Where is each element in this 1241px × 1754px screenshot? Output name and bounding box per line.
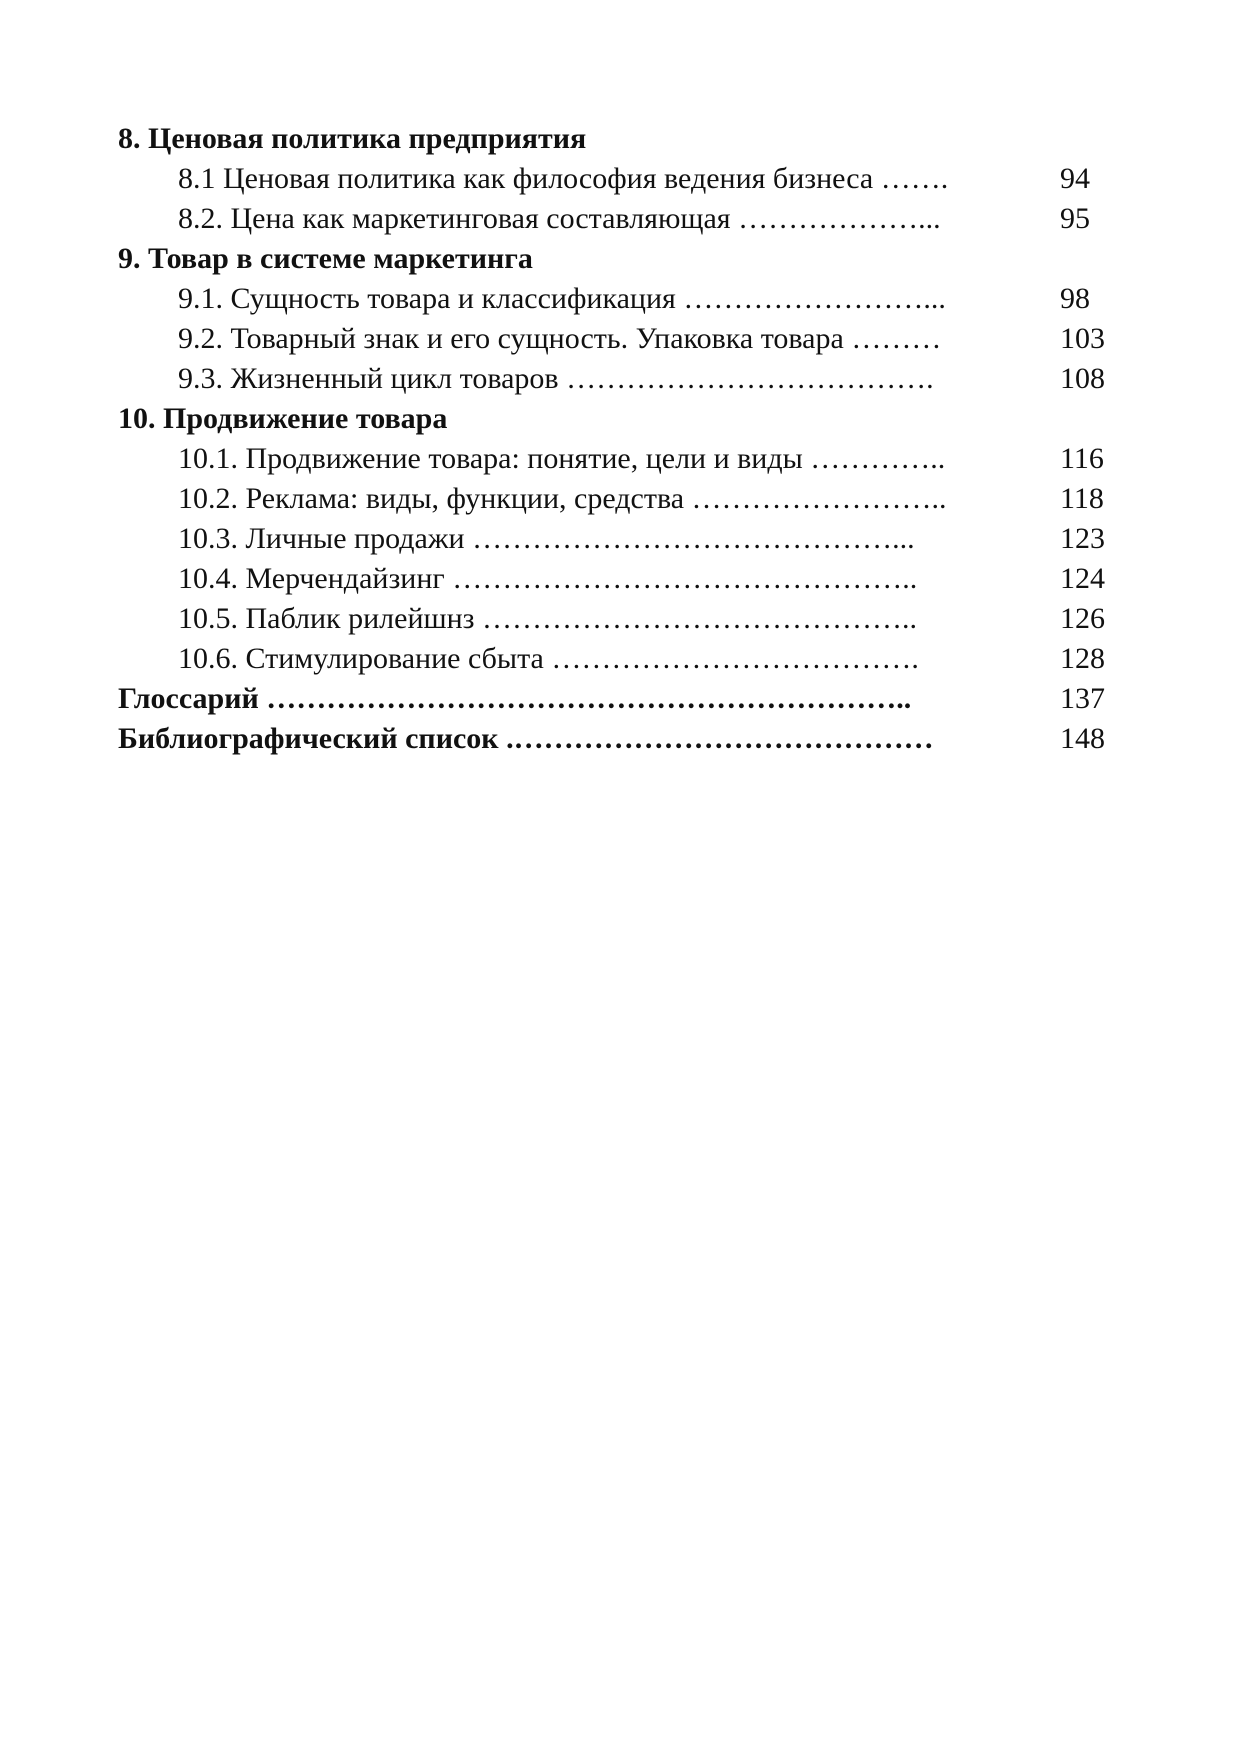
toc-entry [118,519,1118,559]
chapter-heading-8 [118,119,1118,159]
toc-entry-text: 10.4. Мерчендайзинг ……………………………………….. [178,562,918,595]
toc-entry-page: 94 [1060,162,1090,195]
toc-entry-page: 128 [1060,642,1105,675]
toc-entry-page: 137 [1060,682,1105,715]
toc-entry-text: 9.1. Сущность товара и классификация ……………………... [178,282,946,315]
toc-entry [118,199,1118,239]
toc-entry-text: Библиографический список .…………………………………… [118,722,934,755]
toc-entry [118,279,1118,319]
toc-entry-text: 10.6. Стимулирование сбыта ………………………………. [178,642,919,675]
toc-entry [118,479,1118,519]
chapter-title: 10. Продвижение товара [118,402,448,435]
toc-entry [118,599,1118,639]
toc-entry-text: 10.1. Продвижение товара: понятие, цели и виды ………….. [178,442,946,475]
toc-entry [118,319,1118,359]
toc-entry-page: 116 [1060,442,1104,475]
toc-entry-text: 10.5. Паблик рилейшнз …………………………………….. [178,602,917,635]
toc-entry [118,359,1118,399]
toc-entry-page: 148 [1060,722,1105,755]
toc-entry-text: 10.3. Личные продажи ……………………………………... [178,522,915,555]
toc-entry-text: 8.1 Ценовая политика как философия ведения бизнеса ……. [178,162,949,195]
toc-entry [118,439,1118,479]
toc-entry-page: 118 [1060,482,1104,515]
toc-entry-page: 95 [1060,202,1090,235]
toc-entry-text: Глоссарий ……………………………………………………….. [118,682,912,715]
toc-entry-page: 123 [1060,522,1105,555]
table-of-contents [118,119,1118,759]
toc-entry-page: 126 [1060,602,1105,635]
chapter-title: 9. Товар в системе маркетинга [118,242,533,275]
toc-entry-text: 10.2. Реклама: виды, функции, средства …………………….. [178,482,947,515]
toc-entry [118,159,1118,199]
toc-entry-glossary [118,679,1118,719]
chapter-title: 8. Ценовая политика предприятия [118,122,587,155]
toc-entry-page: 124 [1060,562,1105,595]
chapter-heading-9 [118,239,1118,279]
toc-entry-bibliography [118,719,1118,759]
toc-entry-page: 98 [1060,282,1090,315]
toc-entry-text: 9.2. Товарный знак и его сущность. Упаковка товара ……… [178,322,942,355]
toc-entry-text: 9.3. Жизненный цикл товаров ………………………………. [178,362,934,395]
toc-entry-text: 8.2. Цена как маркетинговая составляющая ………………... [178,202,941,235]
toc-entry [118,639,1118,679]
toc-entry-page: 103 [1060,322,1105,355]
toc-entry-page: 108 [1060,362,1105,395]
toc-entry [118,559,1118,599]
chapter-heading-10 [118,399,1118,439]
